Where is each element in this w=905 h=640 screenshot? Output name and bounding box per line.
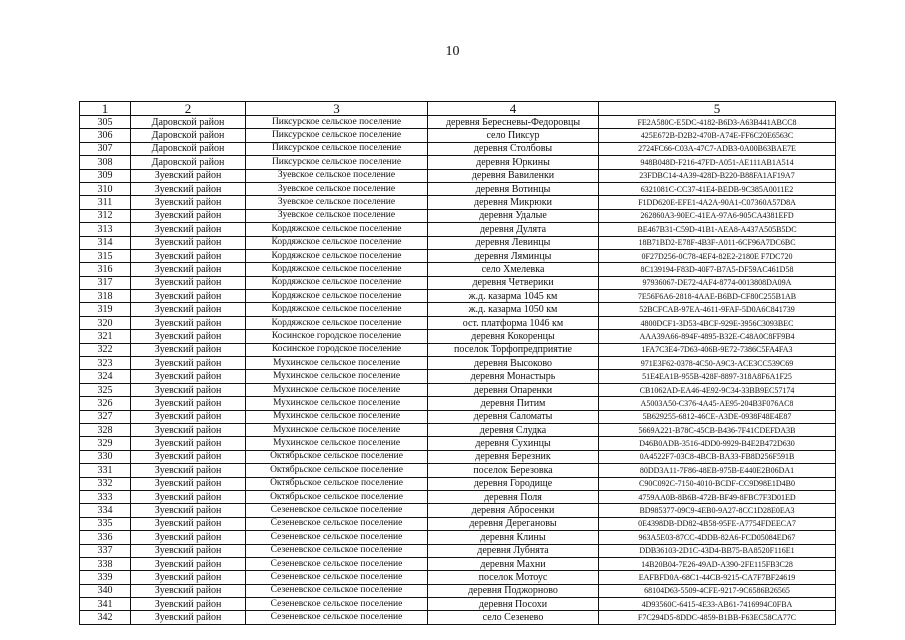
district-cell: Зуевский район: [131, 410, 246, 423]
table-row: [80, 571, 836, 584]
district-cell: Зуевский район: [131, 383, 246, 396]
district-cell: Зуевский район: [131, 423, 246, 436]
settlement-cell: Октябрьское сельское поселение: [246, 464, 428, 477]
guid-cell: 4D93560C-6415-4E33-AB61-7416994C0FBA: [599, 598, 836, 611]
table-row: [80, 343, 836, 356]
settlement-cell: Мухинское сельское поселение: [246, 357, 428, 370]
locality-cell: деревня Бересневы-Федоровцы: [428, 116, 599, 129]
table-row: [80, 156, 836, 169]
district-cell: Зуевский район: [131, 517, 246, 530]
column-header-5: 5: [599, 102, 836, 116]
table-row: [80, 397, 836, 410]
district-cell: Зуевский район: [131, 598, 246, 611]
settlement-cell: Пиксурское сельское поселение: [246, 116, 428, 129]
district-cell: Зуевский район: [131, 397, 246, 410]
settlement-cell: Зуевское сельское поселение: [246, 182, 428, 195]
table-row: [80, 330, 836, 343]
table-row: [80, 464, 836, 477]
guid-cell: 2724FC66-C03A-47C7-ADB3-0A00B63BAE7E: [599, 142, 836, 155]
settlement-cell: Мухинское сельское поселение: [246, 370, 428, 383]
guid-cell: 68104D63-5509-4CFE-9217-9C6586B26565: [599, 584, 836, 597]
table-row: [80, 584, 836, 597]
settlement-cell: Пиксурское сельское поселение: [246, 142, 428, 155]
guid-cell: AAA39A66-894F-4895-B32E-C48A0C8FF9B4: [599, 330, 836, 343]
row-number: 337: [80, 544, 131, 557]
guid-cell: 0A4522F7-03C8-4BCB-BA33-FB8D256F591B: [599, 450, 836, 463]
table-row: [80, 182, 836, 195]
row-number: 314: [80, 236, 131, 249]
settlement-registry-table: [79, 101, 836, 625]
locality-cell: деревня Лубнята: [428, 544, 599, 557]
table-row: [80, 517, 836, 530]
settlement-cell: Косинское городское поселение: [246, 343, 428, 356]
guid-cell: 8C139194-F83D-40F7-B7A5-DF59AC461D58: [599, 263, 836, 276]
district-cell: Зуевский район: [131, 611, 246, 624]
table-row: [80, 437, 836, 450]
guid-cell: BE467B31-C59D-41B1-AEA8-A437A505B5DC: [599, 223, 836, 236]
settlement-cell: Сезеневское сельское поселение: [246, 517, 428, 530]
table-row: [80, 477, 836, 490]
table-row: [80, 276, 836, 289]
settlement-cell: Зуевское сельское поселение: [246, 209, 428, 222]
settlement-cell: Сезеневское сельское поселение: [246, 557, 428, 570]
locality-cell: поселок Мотоус: [428, 571, 599, 584]
guid-cell: CB1062AD-EA46-4E92-9C34-33BB9EC57174: [599, 383, 836, 396]
district-cell: Зуевский район: [131, 504, 246, 517]
settlement-cell: Мухинское сельское поселение: [246, 437, 428, 450]
settlement-cell: Сезеневское сельское поселение: [246, 504, 428, 517]
locality-cell: деревня Высоково: [428, 357, 599, 370]
guid-cell: 425E672B-D2B2-470B-A74E-FF6C20E6563C: [599, 129, 836, 142]
settlement-cell: Кордяжское сельское поселение: [246, 263, 428, 276]
district-cell: Зуевский район: [131, 464, 246, 477]
settlement-cell: Мухинское сельское поселение: [246, 397, 428, 410]
locality-cell: деревня Саломаты: [428, 410, 599, 423]
settlement-cell: Сезеневское сельское поселение: [246, 544, 428, 557]
district-cell: Зуевский район: [131, 263, 246, 276]
guid-cell: 5B629255-6812-46CE-A3DE-0938F48E4E87: [599, 410, 836, 423]
locality-cell: деревня Левинцы: [428, 236, 599, 249]
row-number: 310: [80, 182, 131, 195]
guid-cell: 18B71BD2-E78F-4B3F-A011-6CF96A7DC6BC: [599, 236, 836, 249]
district-cell: Зуевский район: [131, 209, 246, 222]
row-number: 324: [80, 370, 131, 383]
table-row: [80, 423, 836, 436]
locality-cell: ж.д. казарма 1050 км: [428, 303, 599, 316]
district-cell: Зуевский район: [131, 571, 246, 584]
district-cell: Зуевский район: [131, 437, 246, 450]
settlement-cell: Сезеневское сельское поселение: [246, 611, 428, 624]
table-row: [80, 504, 836, 517]
district-cell: Зуевский район: [131, 290, 246, 303]
settlement-cell: Мухинское сельское поселение: [246, 423, 428, 436]
row-number: 311: [80, 196, 131, 209]
locality-cell: деревня Столбовы: [428, 142, 599, 155]
locality-cell: деревня Поля: [428, 490, 599, 503]
district-cell: Зуевский район: [131, 544, 246, 557]
district-cell: Зуевский район: [131, 450, 246, 463]
district-cell: Зуевский район: [131, 477, 246, 490]
table-row: [80, 598, 836, 611]
locality-cell: деревня Махни: [428, 557, 599, 570]
row-number: 338: [80, 557, 131, 570]
district-cell: Зуевский район: [131, 531, 246, 544]
settlement-cell: Зуевское сельское поселение: [246, 196, 428, 209]
district-cell: Даровской район: [131, 129, 246, 142]
row-number: 305: [80, 116, 131, 129]
table-row: [80, 223, 836, 236]
row-number: 331: [80, 464, 131, 477]
district-cell: Зуевский район: [131, 316, 246, 329]
settlement-cell: Сезеневское сельское поселение: [246, 584, 428, 597]
column-header-4: 4: [428, 102, 599, 116]
column-header-3: 3: [246, 102, 428, 116]
district-cell: Зуевский район: [131, 370, 246, 383]
district-cell: Зуевский район: [131, 490, 246, 503]
guid-cell: 963A5E03-87CC-4DDB-82A6-FCD05084ED67: [599, 531, 836, 544]
table-row: [80, 209, 836, 222]
locality-cell: село Сезенево: [428, 611, 599, 624]
header-row: [80, 102, 836, 116]
table-row: [80, 370, 836, 383]
guid-cell: 51E4EA1B-955B-428F-8897-318A8F6A1F25: [599, 370, 836, 383]
guid-cell: 6321081C-CC37-41E4-BEDB-9C385A0011E2: [599, 182, 836, 195]
district-cell: Зуевский район: [131, 169, 246, 182]
guid-cell: A5003A50-C376-4A45-AE95-204B3F076AC8: [599, 397, 836, 410]
table-row: [80, 490, 836, 503]
locality-cell: деревня Поджорново: [428, 584, 599, 597]
row-number: 308: [80, 156, 131, 169]
row-number: 323: [80, 357, 131, 370]
settlement-cell: Кордяжское сельское поселение: [246, 303, 428, 316]
guid-cell: 7E56F6A6-2818-4AAE-B6BD-CF80C255B1AB: [599, 290, 836, 303]
settlement-cell: Сезеневское сельское поселение: [246, 598, 428, 611]
row-number: 313: [80, 223, 131, 236]
locality-cell: деревня Опаренки: [428, 383, 599, 396]
settlement-cell: Пиксурское сельское поселение: [246, 156, 428, 169]
table-row: [80, 236, 836, 249]
row-number: 334: [80, 504, 131, 517]
guid-cell: F1DD620E-EFE1-4A2A-90A1-C07360A57D8A: [599, 196, 836, 209]
guid-cell: 0E4398DB-DD82-4B58-95FE-A7754FDEECA7: [599, 517, 836, 530]
locality-cell: деревня Кокоренцы: [428, 330, 599, 343]
guid-cell: 1FA7C3E4-7D63-406B-9E72-7386C5FA4FA3: [599, 343, 836, 356]
locality-cell: деревня Абросенки: [428, 504, 599, 517]
settlement-cell: Октябрьское сельское поселение: [246, 477, 428, 490]
locality-cell: деревня Микрюки: [428, 196, 599, 209]
district-cell: Даровской район: [131, 142, 246, 155]
district-cell: Зуевский район: [131, 303, 246, 316]
row-number: 342: [80, 611, 131, 624]
district-cell: Зуевский район: [131, 182, 246, 195]
table-row: [80, 303, 836, 316]
settlement-cell: Кордяжское сельское поселение: [246, 290, 428, 303]
settlement-cell: Сезеневское сельское поселение: [246, 571, 428, 584]
row-number: 326: [80, 397, 131, 410]
locality-cell: деревня Березник: [428, 450, 599, 463]
table-row: [80, 290, 836, 303]
settlement-cell: Зуевское сельское поселение: [246, 169, 428, 182]
row-number: 332: [80, 477, 131, 490]
table-row: [80, 450, 836, 463]
table-row: [80, 383, 836, 396]
district-cell: Зуевский район: [131, 557, 246, 570]
locality-cell: деревня Городище: [428, 477, 599, 490]
locality-cell: деревня Удалые: [428, 209, 599, 222]
locality-cell: деревня Дулята: [428, 223, 599, 236]
row-number: 309: [80, 169, 131, 182]
guid-cell: DDB36103-2D1C-43D4-BB75-BA8520F116E1: [599, 544, 836, 557]
locality-cell: деревня Сухинцы: [428, 437, 599, 450]
settlement-cell: Октябрьское сельское поселение: [246, 450, 428, 463]
row-number: 340: [80, 584, 131, 597]
page-number: 10: [445, 44, 460, 59]
row-number: 339: [80, 571, 131, 584]
guid-cell: F7C294D5-8DDC-4859-B1BB-F63EC58CA77C: [599, 611, 836, 624]
row-number: 335: [80, 517, 131, 530]
row-number: 327: [80, 410, 131, 423]
locality-cell: деревня Посохи: [428, 598, 599, 611]
locality-cell: село Хмелевка: [428, 263, 599, 276]
settlement-cell: Пиксурское сельское поселение: [246, 129, 428, 142]
row-number: 306: [80, 129, 131, 142]
row-number: 307: [80, 142, 131, 155]
table-row: [80, 196, 836, 209]
row-number: 318: [80, 290, 131, 303]
guid-cell: 4800DCF1-3D53-4BCF-929E-3956C3093BEC: [599, 316, 836, 329]
settlement-cell: Октябрьское сельское поселение: [246, 490, 428, 503]
table-row: [80, 249, 836, 262]
guid-cell: D46B0ADB-3516-4DD0-9929-B4E2B472D630: [599, 437, 836, 450]
row-number: 317: [80, 276, 131, 289]
locality-cell: деревня Юркины: [428, 156, 599, 169]
settlement-cell: Косинское городское поселение: [246, 330, 428, 343]
district-cell: Зуевский район: [131, 330, 246, 343]
district-cell: Зуевский район: [131, 196, 246, 209]
row-number: 333: [80, 490, 131, 503]
row-number: 321: [80, 330, 131, 343]
guid-cell: 0F27D256-0C78-4EF4-82E2-2180E F7DC720: [599, 249, 836, 262]
guid-cell: 52BCFCAB-97EA-4611-9FAF-5D0A6C841739: [599, 303, 836, 316]
locality-cell: ост. платформа 1046 км: [428, 316, 599, 329]
row-number: 330: [80, 450, 131, 463]
row-number: 329: [80, 437, 131, 450]
district-cell: Зуевский район: [131, 276, 246, 289]
guid-cell: C90C092C-7150-4010-BCDF-CC9D98E1D4B0: [599, 477, 836, 490]
row-number: 322: [80, 343, 131, 356]
settlement-cell: Мухинское сельское поселение: [246, 410, 428, 423]
table-row: [80, 531, 836, 544]
guid-cell: 971E3F62-0378-4C50-A9C3-ACE3CC539C69: [599, 357, 836, 370]
locality-cell: поселок Березовка: [428, 464, 599, 477]
settlement-cell: Кордяжское сельское поселение: [246, 223, 428, 236]
guid-cell: 97936067-DE72-4AF4-8774-0013808DA09A: [599, 276, 836, 289]
district-cell: Даровской район: [131, 116, 246, 129]
column-header-1: 1: [80, 102, 131, 116]
locality-cell: деревня Питим: [428, 397, 599, 410]
settlement-cell: Сезеневское сельское поселение: [246, 531, 428, 544]
guid-cell: BD985377-09C9-4EB0-9A27-8CC1D28E0EA3: [599, 504, 836, 517]
table-row: [80, 116, 836, 129]
district-cell: Зуевский район: [131, 584, 246, 597]
district-cell: Даровской район: [131, 156, 246, 169]
row-number: 320: [80, 316, 131, 329]
row-number: 328: [80, 423, 131, 436]
guid-cell: FE2A580C-E5DC-4182-B6D3-A63B441ABCC8: [599, 116, 836, 129]
table-row: [80, 544, 836, 557]
locality-cell: село Пиксур: [428, 129, 599, 142]
locality-cell: деревня Ляминцы: [428, 249, 599, 262]
locality-cell: деревня Вавиленки: [428, 169, 599, 182]
locality-cell: ж.д. казарма 1045 км: [428, 290, 599, 303]
district-cell: Зуевский район: [131, 249, 246, 262]
settlement-cell: Кордяжское сельское поселение: [246, 236, 428, 249]
guid-cell: 262860A3-90EC-41EA-97A6-905CA4381EFD: [599, 209, 836, 222]
district-cell: Зуевский район: [131, 223, 246, 236]
guid-cell: 948B048D-F216-47FD-A051-AE111AB1A514: [599, 156, 836, 169]
row-number: 341: [80, 598, 131, 611]
guid-cell: 5669A221-B78C-45CB-B436-7F41CDEFDA3B: [599, 423, 836, 436]
table-row: [80, 357, 836, 370]
district-cell: Зуевский район: [131, 236, 246, 249]
table-row: [80, 611, 836, 624]
locality-cell: деревня Слудка: [428, 423, 599, 436]
settlement-cell: Кордяжское сельское поселение: [246, 276, 428, 289]
table-row: [80, 557, 836, 570]
guid-cell: 23FDBC14-4A39-428D-B220-B88FA1AF19A7: [599, 169, 836, 182]
row-number: 319: [80, 303, 131, 316]
row-number: 312: [80, 209, 131, 222]
guid-cell: 14B20B04-7E26-49AD-A390-2FE115FB3C28: [599, 557, 836, 570]
table-row: [80, 410, 836, 423]
guid-cell: 4759AA0B-8B6B-472B-BF49-8FBC7F3D01ED: [599, 490, 836, 503]
guid-cell: EAFBFD0A-68C1-44CB-9215-CA7F7BF24619: [599, 571, 836, 584]
table-row: [80, 316, 836, 329]
guid-cell: 80DD3A11-7F86-48EB-975B-E440E2B06DA1: [599, 464, 836, 477]
locality-cell: деревня Клины: [428, 531, 599, 544]
row-number: 315: [80, 249, 131, 262]
row-number: 336: [80, 531, 131, 544]
locality-cell: поселок Торфопредприятие: [428, 343, 599, 356]
settlement-cell: Мухинское сельское поселение: [246, 383, 428, 396]
locality-cell: деревня Дерегановы: [428, 517, 599, 530]
locality-cell: деревня Четверики: [428, 276, 599, 289]
settlement-cell: Кордяжское сельское поселение: [246, 249, 428, 262]
locality-cell: деревня Монастырь: [428, 370, 599, 383]
row-number: 316: [80, 263, 131, 276]
district-cell: Зуевский район: [131, 357, 246, 370]
locality-cell: деревня Вотинцы: [428, 182, 599, 195]
table-row: [80, 142, 836, 155]
district-cell: Зуевский район: [131, 343, 246, 356]
table-row: [80, 263, 836, 276]
table-row: [80, 129, 836, 142]
row-number: 325: [80, 383, 131, 396]
table-row: [80, 169, 836, 182]
settlement-cell: Кордяжское сельское поселение: [246, 316, 428, 329]
column-header-2: 2: [131, 102, 246, 116]
table-body: [80, 116, 836, 625]
